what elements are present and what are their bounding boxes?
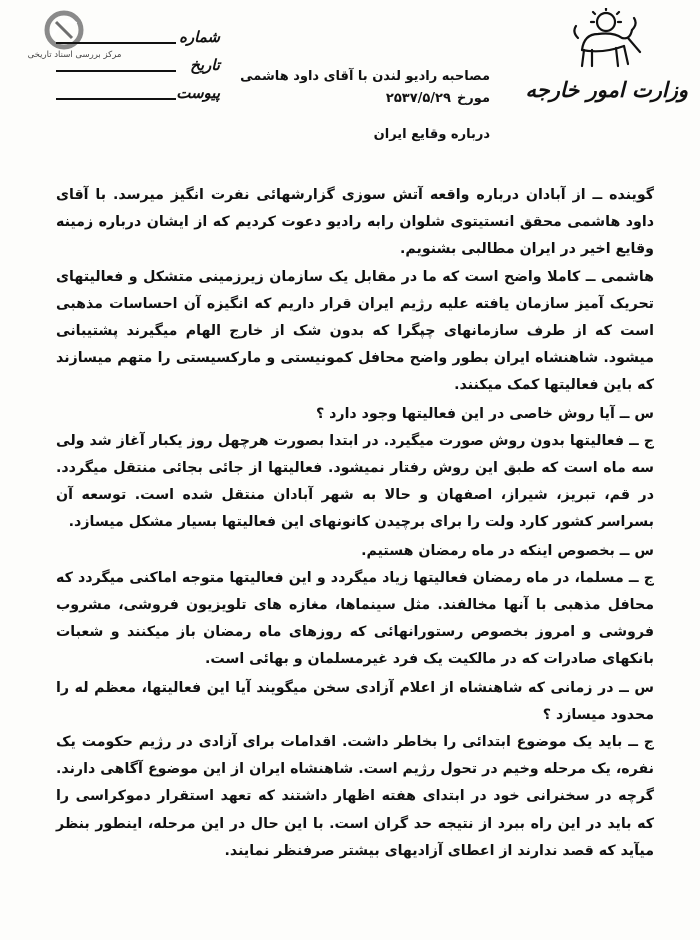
number-line xyxy=(56,42,176,44)
archive-name: مرکز بررسی اسناد تاریخی xyxy=(27,50,122,60)
paragraph: ج ــ فعالیتها بدون روش صورت میگیرد. در ابتدا بصورت هرچهل روز یکبار آغاز شد ولی سه ماه است که طبق این روش رفتار نمیشود. فعالیتها از جائی بجائی منتقل میگردد. در قم، تبریز، شیراز، اصفهان و حالا به شهر آبادان منتقل شده است. توسعه آن بسراسر کشور کارد ولت را برای برچیدن کانونهای این فعالیتها بسیار مشکل میسازد. xyxy=(56,432,654,531)
paragraph: هاشمی ــ کاملا واضح است که ما در مقابل یک سازمان زیرزمینی متشکل و فعالیتهای تحریک آمیز سازمان یافته علیه رژیم ایران قرار داریم که انگیزه آن احساسات مذهبی است که از طرف سازمانهای چپگرا که بدون شک از خارج الهام میگیرند پشتیبانی میشود. شاهنشاه ایران بطور واضح محافل کمونیستی و مارکسیستی را متهم میسازند که باین فعالیتها کمک میکنند. xyxy=(56,268,654,394)
attachment-row xyxy=(30,84,220,108)
document-heading xyxy=(240,66,490,146)
number-label: شماره xyxy=(179,28,220,46)
paragraph: ج ــ باید یک موضوع ابتدائی را بخاطر داشت. اقدامات برای آزادی در رژیم حکومت یک نفره، یک مرحله وخیم در تحول رژیم است. شاهنشاه ایران از این موضوع آگاهی دارند. گرچه در سخنرانی خود در ابتدای هفته اظهار داشتند که تعهد استقرار دموکراسی را که باید در این راه ببرد از نتیجه حد گران است. با این حال در این مرحله، اینطور بنظر میآید که قصد ندارند از اعطای آزادیهای بیشتر صرفنظر نمایند. xyxy=(56,734,654,859)
date-line xyxy=(56,70,176,72)
document-body xyxy=(56,182,654,865)
attachment-line xyxy=(56,98,176,100)
number-row xyxy=(30,28,220,52)
paragraph: ج ــ مسلما، در ماه رمضان فعالیتها زیاد میگردد و این فعالیتها متوجه اماکنی میگردد که محافل مذهبی با آنها مخالفند. مثل سینماها، مغازه های تلویزیون فروشی، مشروب فروشی و امروز بخصوص رستورانهائی که روزهای ماه رمضان باز میکنند و شعبات بانکهای صادرات که در مالکیت یک فرد غیرمسلمان و بهائی است. xyxy=(56,569,654,668)
paragraph: س ــ آیا روش خاصی در این فعالیتها وجود دارد ؟ xyxy=(315,405,654,422)
attachment-label: پیوست xyxy=(176,84,220,102)
date-value: ۲۵۳۷/۵/۲۹ xyxy=(385,91,451,106)
document-date xyxy=(260,88,490,110)
paragraph: س ــ بخصوص اینکه در ماه رمضان هستیم. xyxy=(361,542,654,559)
date-prefix: مورخ xyxy=(456,91,490,106)
lion-and-sun-icon xyxy=(568,8,644,70)
date-row xyxy=(30,56,220,80)
document-subject: درباره وقایع ایران xyxy=(373,127,490,142)
date-label: تاریخ xyxy=(190,56,220,74)
paragraph: گوینده ــ از آبادان درباره واقعه آتش سوزی گزارشهائی نفرت انگیز میرسد. با آقای داود هاشمی محقق انستیتوی شلوان رابه رادیو دعوت کردیم که از ایشان درباره زمینه وقایع اخیر در ایران مطالبی بشنویم. xyxy=(56,187,654,258)
form-fields xyxy=(30,28,220,112)
paragraph: س ــ در زمانی که شاهنشاه از اعلام آزادی سخن میگویند آیا این فعالیتها، معظم له را محدود میسازد ؟ xyxy=(56,679,654,723)
ministry-name: وزارت امور خارجه xyxy=(525,78,688,102)
document-title: مصاحبه رادیو لندن با آقای داود هاشمی xyxy=(240,69,490,84)
